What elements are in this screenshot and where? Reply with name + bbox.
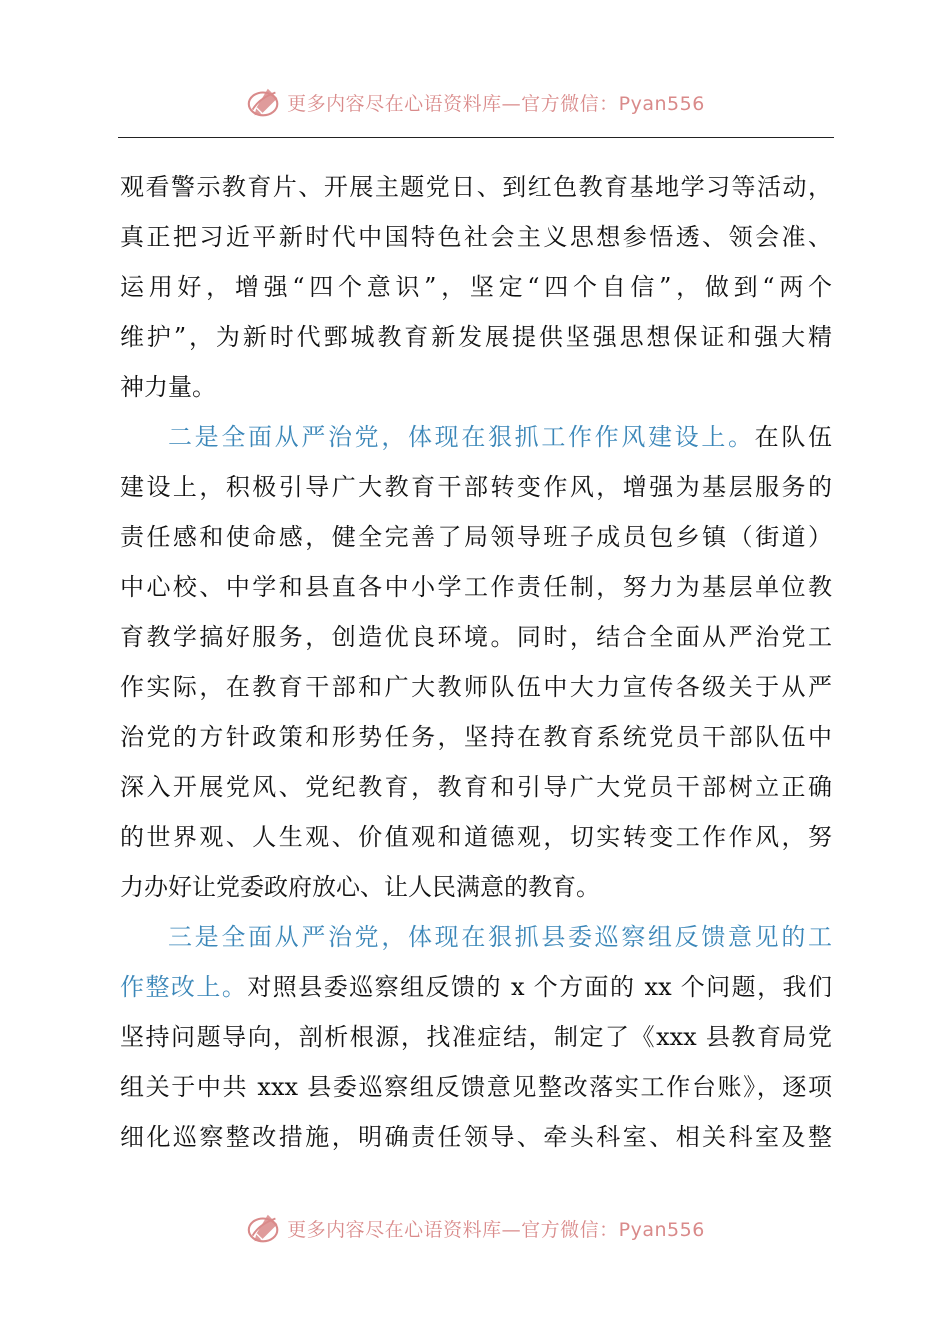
para3-heading-line-2: 作整改上。 — [120, 973, 248, 1001]
para2-line-10: 力办好让党委政府放心、让人民满意的教育。 — [120, 873, 600, 901]
para2-line-4: 中心校、中学和县直各中小学工作责任制，努力为基层单位教 — [120, 573, 832, 601]
para2-line-5: 育教学搞好服务，创造优良环境。同时，结合全面从严治党工 — [120, 623, 832, 651]
pen-swirl-logo-icon — [245, 1209, 283, 1247]
para3-heading-line-1: 三是全面从严治党，体现在狠抓县委巡察组反馈意见的工 — [168, 923, 832, 951]
footer-banner-handle: Pyan556 — [618, 1218, 705, 1241]
para2-line-7: 治党的方针政策和形势任务，坚持在教育系统党员干部队伍中 — [120, 723, 832, 751]
para2-line-2: 建设上，积极引导广大教育干部转变作风，增强为基层服务的 — [120, 473, 832, 501]
para3-line-2 — [120, 962, 832, 1012]
para1-line-2: 真正把习近平新时代中国特色社会主义思想参悟透、领会准、 — [120, 223, 832, 251]
header-banner-text: 更多内容尽在心语资料库—官方微信：Pyan556 — [287, 92, 705, 115]
para2-line-9: 的世界观、人生观、价值观和道德观，切实转变工作作风，努 — [120, 823, 832, 851]
footer-banner-text: 更多内容尽在心语资料库—官方微信：Pyan556 — [287, 1218, 705, 1241]
para2-line-8: 深入开展党风、党纪教育，教育和引导广大党员干部树立正确 — [120, 773, 832, 801]
document-body — [120, 162, 832, 1162]
footer-banner — [0, 1208, 950, 1248]
para2-line-1 — [120, 412, 832, 462]
para1-line-5: 神力量。 — [120, 373, 216, 401]
header-banner-handle: Pyan556 — [618, 92, 705, 115]
header-banner — [0, 82, 950, 122]
para2-line-6: 作实际，在教育干部和广大教师队伍中大力宣传各级关于从严 — [120, 673, 832, 701]
para3-line-2-rest: 对照县委巡察组反馈的 x 个方面的 xx 个问题，我们 — [247, 973, 833, 1001]
header-divider — [118, 137, 834, 138]
para2-heading: 二是全面从严治党，体现在狠抓工作作风建设上。 — [168, 423, 755, 451]
para1-line-3: 运用好，增强“四个意识”，坚定“四个自信”，做到“两个 — [120, 273, 832, 301]
para3-line-4: 组关于中共 xxx 县委巡察组反馈意见整改落实工作台账》，逐项 — [120, 1073, 832, 1101]
para2-line-1-rest: 在队伍 — [754, 423, 833, 451]
para3-line-5: 细化巡察整改措施，明确责任领导、牵头科室、相关科室及整 — [120, 1123, 832, 1151]
para1-line-4: 维护”，为新时代鄄城教育新发展提供坚强思想保证和强大精 — [120, 323, 832, 351]
pen-swirl-logo-icon — [245, 83, 283, 121]
para1-line-1: 观看警示教育片、开展主题党日、到红色教育基地学习等活动， — [120, 173, 832, 201]
para2-line-3: 责任感和使命感，健全完善了局领导班子成员包乡镇（街道） — [120, 523, 832, 551]
para3-line-3: 坚持问题导向，剖析根源，找准症结，制定了《xxx 县教育局党 — [120, 1023, 832, 1051]
